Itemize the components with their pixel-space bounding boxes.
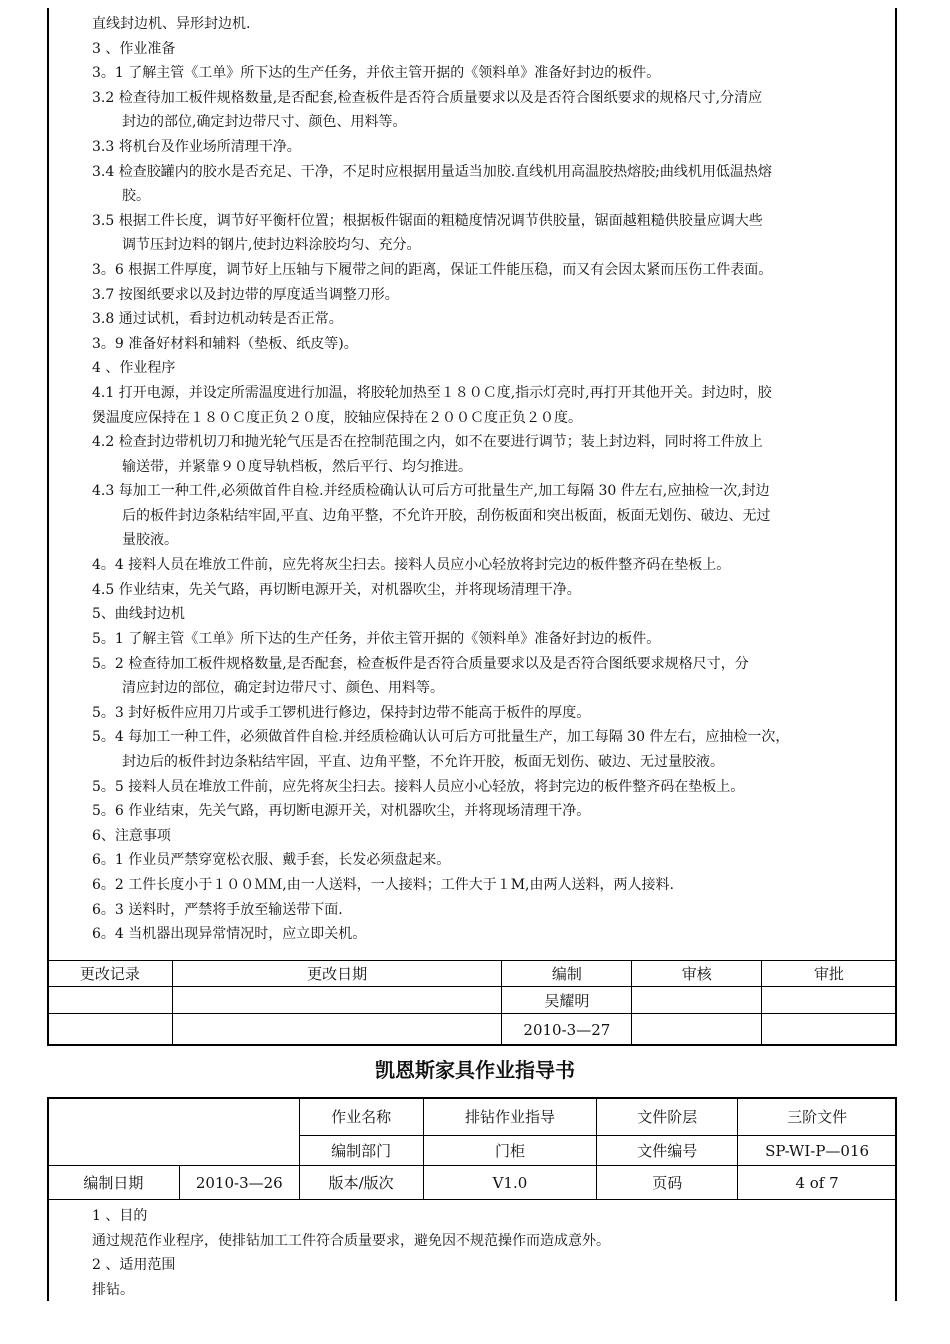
- procedure-line: [92, 381, 898, 430]
- line-text: 5。3 封好板件应用刀片或手工锣机进行修边，保持封边带不能高于板件的厚度。: [92, 704, 591, 721]
- procedure-line: [92, 725, 898, 774]
- line-text: 3.5 根据工件长度，调节好平衡杆位置；根据板件锯面的粗糙度情况调节供胶量，锯面越粗糙供胶量应调大些: [92, 212, 763, 229]
- line-continuation: 清应封边的部位，确定封边带尺寸、颜色、用料等。: [122, 680, 444, 697]
- line-text: 4.5 作业结束，先关气路，再切断电源开关，对机器吹尘，并将现场清理干净。: [92, 581, 581, 598]
- header-value-dept: 门柜: [423, 1136, 597, 1166]
- line-text: 6、注意事项: [92, 827, 171, 844]
- section2-line: 通过规范作业程序，使排钻加工工件符合质量要求，避免因不规范操作而造成意外。: [92, 1232, 610, 1249]
- procedure-line: [92, 86, 898, 135]
- header-label-job: 作业名称: [299, 1098, 423, 1136]
- log-cell: [48, 1014, 173, 1046]
- procedure-line: [92, 430, 898, 479]
- header-value-date: 2010-3—26: [179, 1166, 299, 1200]
- line-text: 6。4 当机器出现异常情况时，应立即关机。: [92, 926, 367, 943]
- line-text: 5。1 了解主管《工单》所下达的生产任务，并依主管开据的《领料单》准备好封边的板件。: [92, 631, 661, 647]
- procedure-line: [92, 602, 898, 627]
- line-continuation: 封边的部位,确定封边带尺寸、颜色、用料等。: [122, 114, 407, 131]
- line-text: 直线封边机、异形封边机.: [92, 16, 251, 32]
- header-value-version: V1.0: [423, 1166, 597, 1200]
- log-cell: [172, 1014, 502, 1046]
- procedure-line: [92, 209, 898, 258]
- header-label-date: 编制日期: [48, 1166, 180, 1200]
- procedure-line: [92, 652, 898, 701]
- header-label-level: 文件阶层: [597, 1098, 738, 1136]
- header-value-level: 三阶文件: [738, 1098, 897, 1136]
- procedure-line: [92, 873, 898, 898]
- procedure-line: [92, 479, 898, 553]
- log-cell: [762, 1014, 897, 1046]
- log-editor-name: 吴耀明: [502, 987, 632, 1014]
- line-continuation: 输送带，并紧靠９０度导轨档板，然后平行、均匀推进。: [122, 458, 472, 475]
- header-value-page: 4 of 7: [738, 1166, 897, 1200]
- procedure-line: [92, 61, 898, 86]
- line-text: 5。5 接料人员在堆放工件前，应先将灰尘扫去。接料人员应小心轻放，将封完边的板件整齐码在垫板上。: [92, 778, 745, 795]
- log-edit-date: 2010-3—27: [502, 1014, 632, 1046]
- line-text: 4 、作业程序: [92, 360, 176, 377]
- log-header-editor: 编制: [502, 961, 632, 987]
- line-continuation: 量胶液。: [122, 532, 178, 549]
- header-value-docno: SP-WI-P—016: [738, 1136, 897, 1166]
- line-text: 6。2 工件长度小于１００ＭＭ,由一人送料，一人接料；工件大于１M,由两人送料，两人接料.: [92, 877, 674, 893]
- procedure-line: [92, 799, 898, 824]
- log-cell: [632, 1014, 762, 1046]
- procedure-line: [92, 356, 898, 381]
- procedure-line: [92, 824, 898, 849]
- procedure-line: [92, 701, 898, 726]
- procedure-line: [92, 135, 898, 160]
- header-label-docno: 文件编号: [597, 1136, 738, 1166]
- procedure-line: [92, 898, 898, 923]
- line-text: 3。1 了解主管《工单》所下达的生产任务，并依主管开据的《领料单》准备好封边的板件。: [92, 65, 661, 82]
- procedure-line: [92, 848, 898, 873]
- line-text: 3.7 按图纸要求以及封边带的厚度适当调整刀形。: [92, 286, 399, 303]
- line-text: 3.8 通过试机，看封边机动转是否正常。: [92, 311, 343, 328]
- line-text: 3。9 准备好材料和辅料（垫板、纸皮等)。: [92, 335, 358, 352]
- line-text: 5、曲线封边机: [92, 606, 185, 623]
- log-cell: [172, 987, 502, 1014]
- procedure-line: [92, 922, 898, 947]
- procedure-line: [92, 775, 898, 800]
- line-text: 3。6 根据工件厚度，调节好上压轴与下履带之间的距离，保证工件能压稳，而又有会因太紧而压伤工件表面。: [92, 262, 773, 278]
- section2-line: 排钻。: [92, 1281, 134, 1298]
- section2-line: 1 、目的: [92, 1208, 148, 1224]
- line-text: 5。2 检查待加工板件规格数量,是否配套，检查板件是否符合质量要求以及是否符合图纸要求规格尺寸，分: [92, 655, 749, 672]
- header-label-dept: 编制部门: [299, 1136, 423, 1166]
- procedure-line: [92, 258, 898, 283]
- line-text: 6。1 作业员严禁穿宽松衣服、戴手套，长发必须盘起来。: [92, 852, 451, 869]
- line-continuation: 后的板件封边条粘结牢固,平直、边角平整，不允许开胶，刮伤板面和突出板面，板面无划伤、破边、无过: [122, 507, 771, 524]
- line-text: 4.2 检查封边带机切刀和抛光轮气压是否在控制范围之内，如不在要进行调节；装上封边料，同时将工件放上: [92, 434, 763, 451]
- header-label-version: 版本/版次: [299, 1166, 423, 1200]
- procedure-line: [92, 160, 898, 209]
- header-blank: [48, 1098, 300, 1166]
- log-cell: [48, 987, 173, 1014]
- header-label-page: 页码: [597, 1166, 738, 1200]
- line-text: 5。6 作业结束，先关气路，再切断电源开关，对机器吹尘，并将现场清理干净。: [92, 803, 591, 820]
- log-header-date: 更改日期: [172, 961, 502, 987]
- line-continuation: 调节压封边料的钢片,使封边料涂胶均匀、充分。: [122, 237, 421, 254]
- procedure-line: [92, 307, 898, 332]
- procedure-line: [92, 37, 898, 62]
- line-text: 3.2 检查待加工板件规格数量,是否配套,检查板件是否符合质量要求以及是否符合图纸要求的规格尺寸,分清应: [92, 89, 763, 106]
- line-text: 4.1 打开电源，并设定所需温度进行加温，将胶轮加热至１８０Ｃ度,指示灯亮时,再打开其他开关。封边时，胶: [92, 385, 772, 401]
- procedure-line: [92, 627, 898, 652]
- document-title: 凯恩斯家具作业指导书: [375, 1058, 575, 1082]
- line-text: 3.3 将机台及作业场所清理干净。: [92, 139, 301, 155]
- line-text: 3 、作业准备: [92, 40, 176, 57]
- log-header-record: 更改记录: [48, 961, 173, 987]
- procedure-line: [92, 332, 898, 357]
- line-text: 4.3 每加工一种工件,必须做首件自检.并经质检确认认可后方可批量生产,加工每隔 30 件左右,应抽检一次,封边: [92, 483, 770, 500]
- procedure-line: [92, 12, 898, 37]
- log-header-approver: 审批: [762, 961, 897, 987]
- log-header-reviewer: 审核: [632, 961, 762, 987]
- document-header-table: [47, 1097, 897, 1200]
- line-continuation: 胶。: [122, 188, 150, 205]
- change-log-table: [47, 960, 897, 1046]
- log-cell: [632, 987, 762, 1014]
- line-text: 6。3 送料时，严禁将手放至输送带下面.: [92, 901, 343, 918]
- procedure-line: [92, 283, 898, 308]
- header-value-job: 排钻作业指导: [423, 1098, 597, 1136]
- line-continuation: 煲温度应保持在１８０Ｃ度正负２０度，胶轴应保持在２００Ｃ度正负２０度。: [92, 409, 582, 426]
- line-text: 4。4 接料人员在堆放工件前，应先将灰尘扫去。接料人员应小心轻放将封完边的板件整齐码在垫板上。: [92, 557, 731, 574]
- line-text: 5。4 每加工一种工件，必须做首件自检.并经质检确认认可后方可批量生产，加工每隔 30 件左右，应抽检一次，: [92, 729, 790, 746]
- section2-line: 2 、适用范围: [92, 1257, 176, 1273]
- line-text: 3.4 检查胶罐内的胶水是否充足、干净，不足时应根据用量适当加胶.直线机用高温胶热熔胶;曲线机用低温热熔: [92, 163, 772, 180]
- procedure-line: [92, 553, 898, 578]
- log-cell: [762, 987, 897, 1014]
- line-continuation: 封边后的板件封边条粘结牢固，平直、边角平整，不允许开胶，板面无划伤、破边、无过量胶液。: [122, 753, 724, 770]
- procedure-line: [92, 578, 898, 603]
